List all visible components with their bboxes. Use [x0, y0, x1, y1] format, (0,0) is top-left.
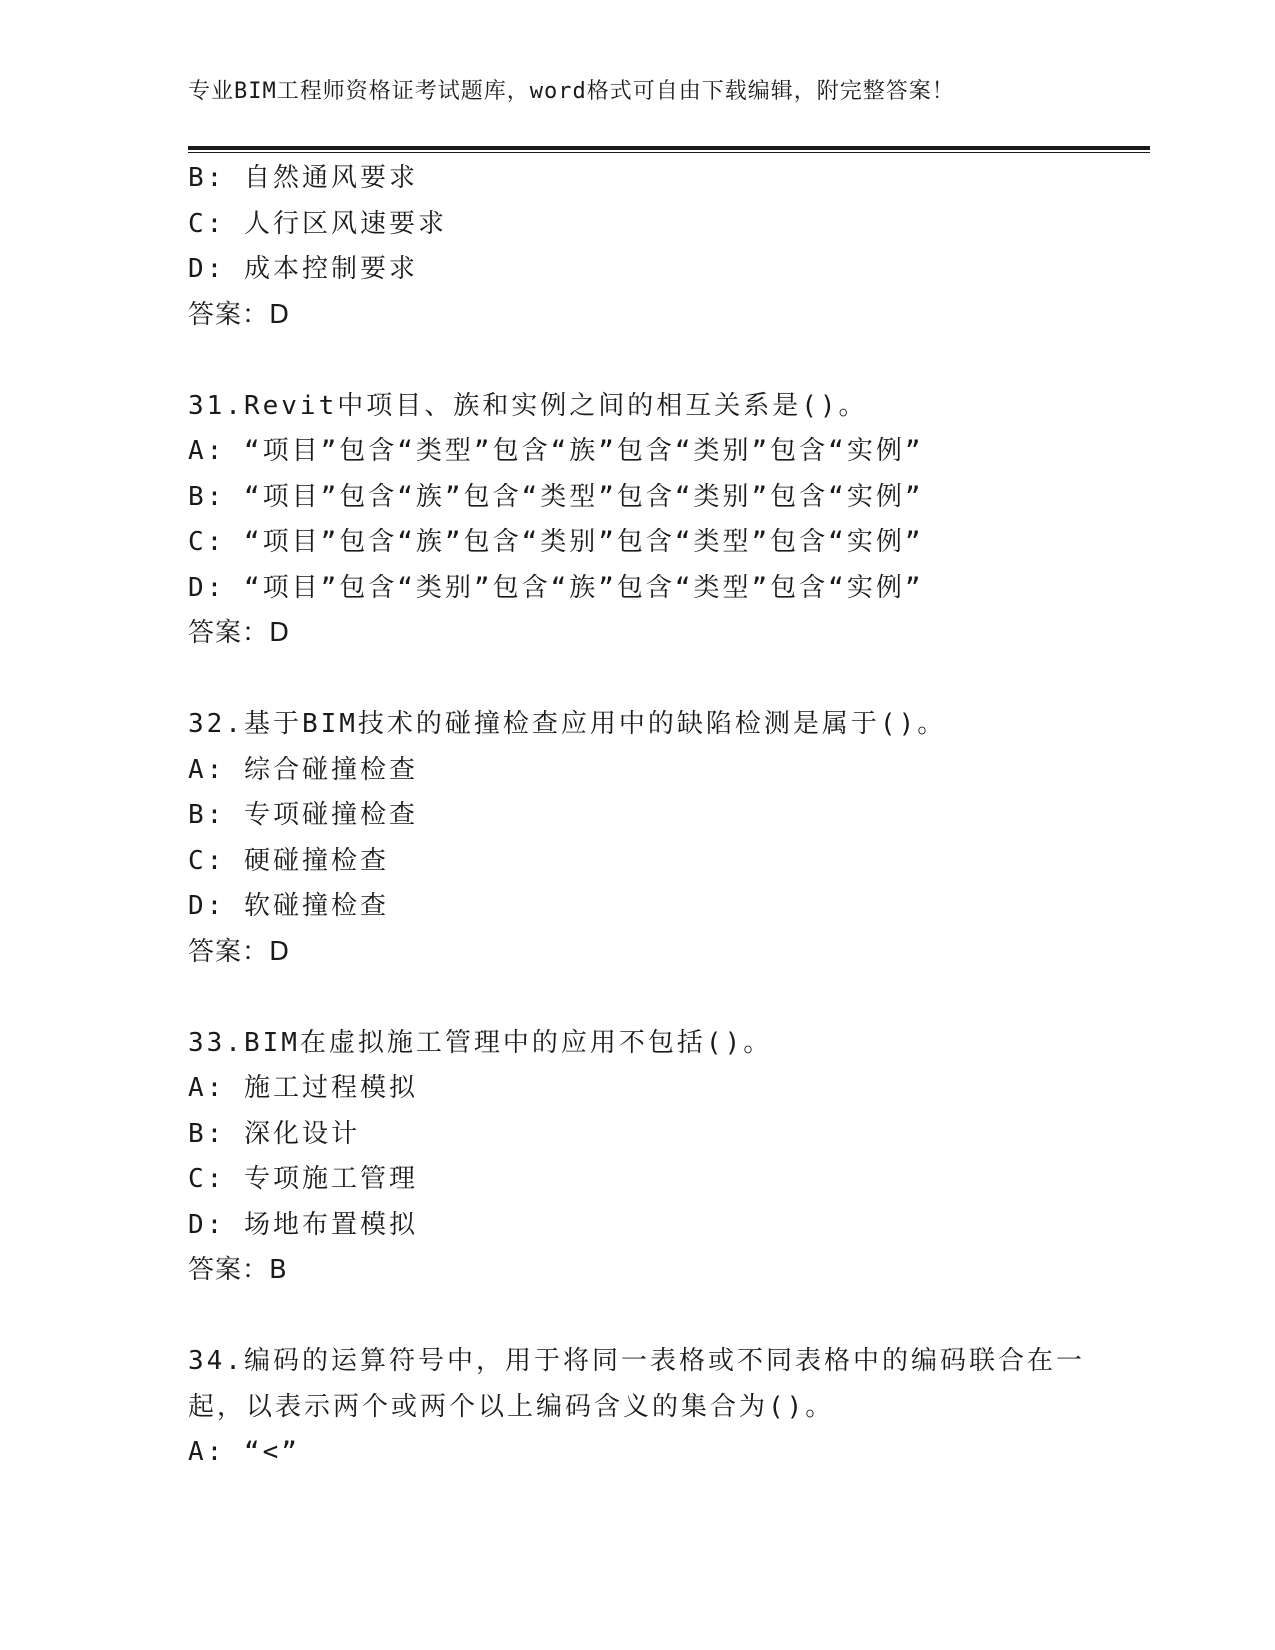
question-stem-continued: 起，以表示两个或两个以上编码含义的集合为()。 [188, 1391, 835, 1422]
answer: 答案：D [188, 936, 291, 967]
option-b: B: 专项碰撞检查 [188, 800, 418, 830]
option-b: B: 深化设计 [188, 1118, 360, 1149]
question-stem: 31.Revit中项目、族和实例之间的相互关系是()。 [188, 390, 868, 421]
option-c: C: “项目”包含“族”包含“类别”包含“类型”包含“实例” [188, 527, 924, 557]
option-c: C: 专项施工管理 [188, 1164, 418, 1194]
option-a: A: 综合碰撞检查 [188, 754, 418, 785]
page-header: 专业BIM工程师资格证考试题库，word格式可自由下载编辑，附完整答案！ [188, 79, 955, 104]
option-b: B: “项目”包含“族”包含“类型”包含“类别”包含“实例” [188, 481, 924, 512]
option-c: C: 人行区风速要求 [188, 208, 447, 239]
spacer [188, 1294, 1088, 1340]
option-d: D: “项目”包含“类别”包含“族”包含“类型”包含“实例” [188, 572, 924, 603]
spacer [188, 975, 1088, 1021]
option-d: D: 场地布置模拟 [188, 1209, 418, 1240]
question-stem: 33.BIM在虚拟施工管理中的应用不包括()。 [188, 1027, 773, 1058]
option-a: A: 施工过程模拟 [188, 1073, 418, 1103]
question-content [188, 156, 1088, 1476]
answer: 答案：D [188, 299, 291, 330]
spacer [188, 657, 1088, 703]
option-d: D: 软碰撞检查 [188, 891, 389, 921]
option-a: A: “<” [188, 1437, 300, 1467]
answer: 答案：D [188, 618, 291, 648]
answer: 答案：B [188, 1255, 288, 1285]
option-b: B: 自然通风要求 [188, 163, 418, 193]
question-stem: 32.基于BIM技术的碰撞检查应用中的缺陷检测是属于()。 [188, 709, 947, 739]
option-a: A: “项目”包含“类型”包含“族”包含“类别”包含“实例” [188, 436, 924, 466]
option-c: C: 硬碰撞检查 [188, 845, 389, 876]
question-stem: 34.编码的运算符号中，用于将同一表格或不同表格中的编码联合在一 [188, 1346, 1085, 1376]
option-d: D: 成本控制要求 [188, 254, 418, 284]
header-rule [188, 146, 1150, 150]
header-rule-thin [188, 152, 1150, 153]
spacer [188, 338, 1088, 384]
